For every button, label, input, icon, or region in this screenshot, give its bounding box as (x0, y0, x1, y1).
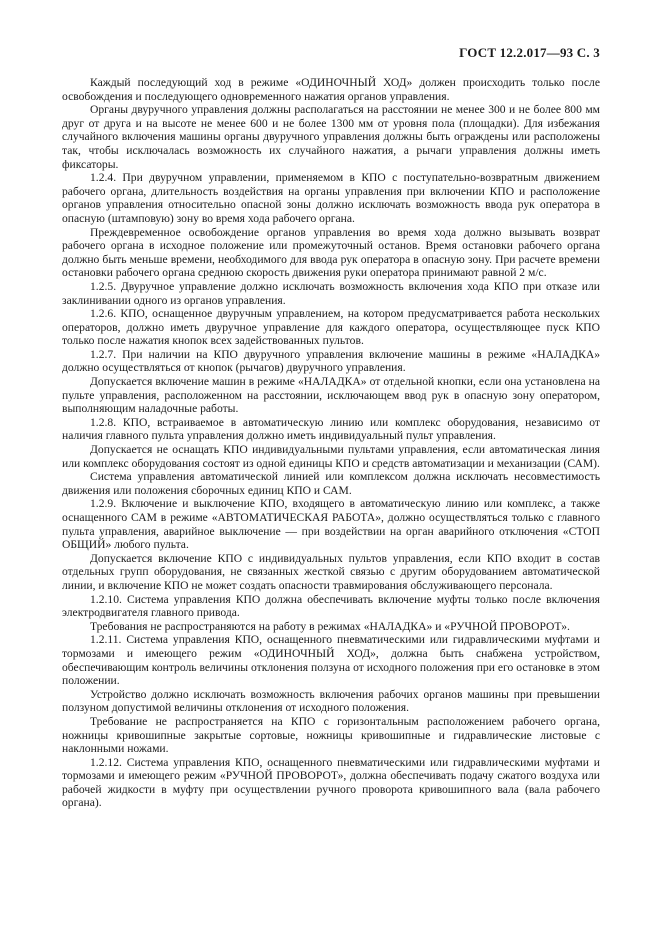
paragraph: Допускается не оснащать КПО индивидуальными пультами управления, если автоматическая линия или комплекс оборудования состоят из одной единицы КПО и средств автоматизации и механизации (САМ). (62, 443, 600, 470)
paragraph: Каждый последующий ход в режиме «ОДИНОЧНЫЙ ХОД» должен происходить только после освобождения и последующего одновременного нажатия органов управления. (62, 76, 600, 103)
paragraph: 1.2.5. Двуручное управление должно исключать возможность включения хода КПО при отказе или заклинивании одного из органов управления. (62, 279, 600, 307)
paragraph: Допускается включение машин в режиме «НАЛАДКА» от отдельной кнопки, если она установлена на пульте управления, расположенном на расстоянии, исключающем ввод рук в опасную зону оператором, выполняющим наладочные работы. (62, 375, 600, 416)
paragraph: 1.2.12. Система управления КПО, оснащенного пневматическими или гидравлическими муфтами и тормозами и имеющего режим «РУЧНОЙ ПРОВОРОТ», должна обеспечивать подачу сжатого воздуха или рабочей жидкости в муфту при осуществлении ручного проворота кривошипного вала (вала рабочего органа). (62, 755, 600, 810)
paragraph: 1.2.4. При двуручном управлении, применяемом в КПО с поступательно-возвратным движением рабочего органа, длительность воздействия на органы управления при включении КПО и расположение органов управления относительно опасной зоны должно исключать возможность ввода рук оператора в опасную (штамповую) зону во время хода рабочего органа. (62, 171, 600, 225)
paragraph: Преждевременное освобождение органов управления во время хода должно вызывать возврат рабочего органа в исходное положение или промежуточный останов. Время остановки рабочего органа должно быть меньше времени, необходимого для ввода рук оператора в опасную зону. При расчете времени остановки рабочего органа среднюю скорость движения руки оператора принимают равной 2 м/с. (62, 225, 600, 280)
paragraph: Требования не распространяются на работу в режимах «НАЛАДКА» и «РУЧНОЙ ПРОВОРОТ». (90, 619, 570, 633)
paragraph: 1.2.7. При наличии на КПО двуручного управления включение машины в режиме «НАЛАДКА» должно осуществляться от кнопок (рычагов) двуручного управления. (62, 347, 600, 375)
paragraph: Система управления автоматической линией или комплексом должна исключать несовместимость движения или положения сборочных единиц КПО и САМ. (62, 470, 600, 497)
paragraph: Требование не распространяется на КПО с горизонтальным расположением рабочего органа, ножницы кривошипные закрытые сортовые, ножницы кривошипные и гидравлические листовые с наклонными ножами. (62, 714, 600, 756)
paragraph: 1.2.6. КПО, оснащенное двуручным управлением, на котором предусматривается работа нескольких операторов, должно иметь двуручное управление для каждого оператора, осуществляющее пуск КПО только после нажатия кнопок всех задействованных пультов. (62, 307, 600, 348)
document-body (62, 76, 600, 810)
paragraph: Органы двуручного управления должны располагаться на расстоянии не менее 300 и не более 800 мм друг от друга и на высоте не менее 600 и не более 1300 мм от уровня пола (площадки). Для избежания случайного включения машины органы двуручного управления должны быть ограждены или расположены так, чтобы исключалась возможность их случайного нажатия, а рычаги управления должны иметь фиксаторы. (62, 103, 600, 171)
paragraph: Устройство должно исключать возможность включения рабочих органов машины при превышении ползуном допустимой величины отклонения от исходного положения. (62, 687, 600, 715)
paragraph: 1.2.10. Система управления КПО должна обеспечивать включение муфты только после включения электродвигателя главного привода. (62, 592, 600, 620)
paragraph: Допускается включение КПО с индивидуальных пультов управления, если КПО входит в состав отдельных групп оборудования, не связанных жесткой связью с другим оборудованием автоматической линии, и включение КПО не может создать опасности травмирования обслуживающего персонала. (62, 551, 600, 592)
paragraph: 1.2.8. КПО, встраиваемое в автоматическую линию или комплекс оборудования, независимо от наличия главного пульта управления должно иметь индивидуальный пульт управления. (62, 415, 600, 443)
page-header-standard-number: ГОСТ 12.2.017—93 С. 3 (459, 45, 600, 60)
paragraph: 1.2.11. Система управления КПО, оснащенного пневматическими или гидравлическими муфтами и тормозами и имеющего режим «ОДИНОЧНЫЙ ХОД», должна быть снабжена устройством, обеспечивающим контроль величины отклонения ползуна от исходного положения при его остановке в этом положении. (62, 633, 600, 688)
paragraph: 1.2.9. Включение и выключение КПО, входящего в автоматическую линию или комплекс, а также оснащенного САМ в режиме «АВТОМАТИЧЕСКАЯ РАБОТА», должно осуществляться только с главного пульта управления, аварийное выключение — при воздействии на орган аварийного отключения «СТОП ОБЩИЙ» любого пульта. (62, 497, 600, 552)
